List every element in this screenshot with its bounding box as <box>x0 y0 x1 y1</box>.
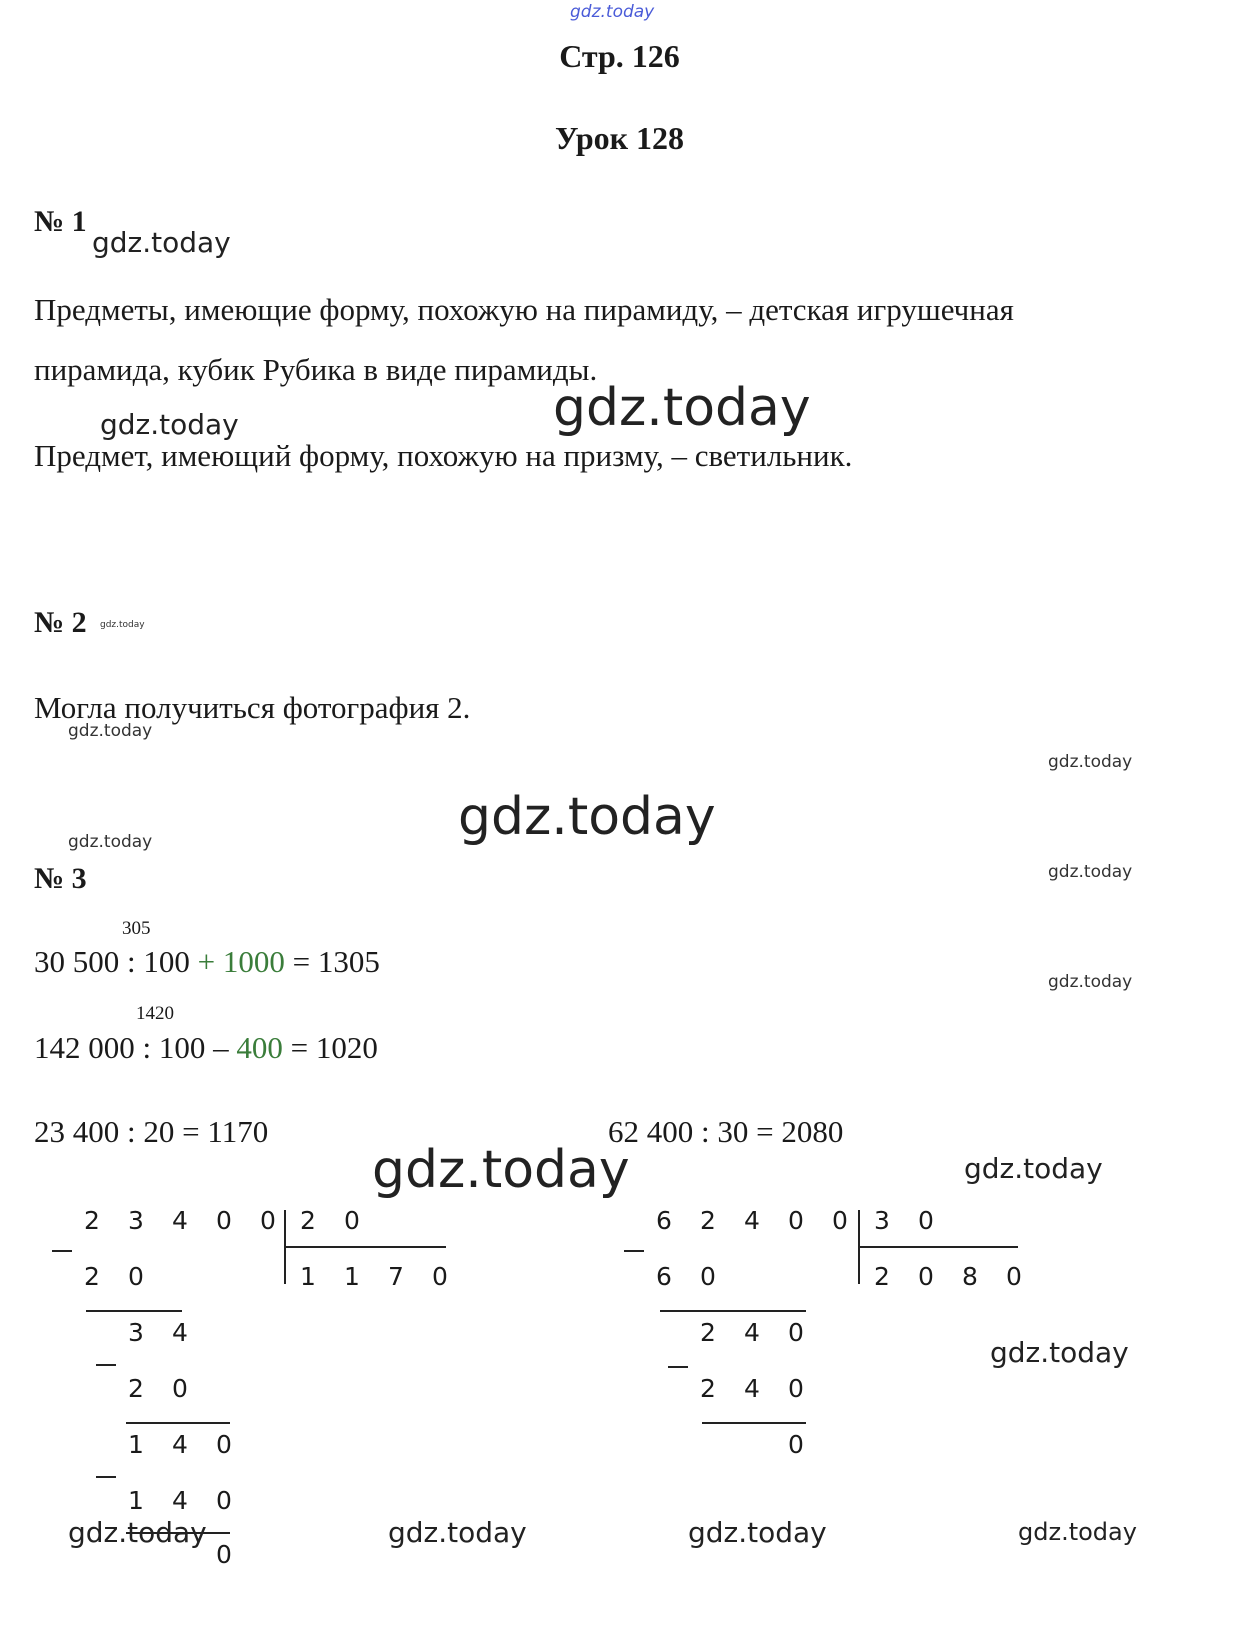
task1-line1: Предметы, имеющие форму, похожую на пирамиду, – детская игрушечная <box>34 292 1014 327</box>
div2-quotient-line <box>858 1246 1018 1248</box>
watermark: gdz.today <box>688 1516 827 1549</box>
task2-label: № 2 <box>34 606 87 639</box>
watermark: gdz.today <box>100 408 239 441</box>
page-number: Стр. 126 <box>559 38 680 74</box>
div2-step: 6 0 <box>656 1262 716 1291</box>
div1-quotient: 1 1 7 0 <box>300 1262 448 1291</box>
watermark: gdz.today <box>990 1336 1129 1369</box>
watermark: gdz.today <box>1018 1518 1137 1546</box>
div1-step: 1 4 0 <box>128 1430 232 1459</box>
expr1-note: 305 <box>122 918 151 939</box>
div1-quotient-line <box>284 1246 446 1248</box>
expr2-op: – <box>205 1030 237 1065</box>
div1-line <box>86 1310 182 1312</box>
minus-sign <box>96 1364 116 1366</box>
div1-step: 2 0 <box>128 1374 188 1403</box>
watermark: gdz.today <box>68 1516 207 1549</box>
watermark: gdz.today <box>1048 972 1133 992</box>
expr3: 23 400 : 20 = 1170 <box>34 1114 269 1149</box>
div2-divisor: 3 0 <box>874 1206 934 1235</box>
task3-label: № 3 <box>34 862 87 895</box>
div2-line <box>702 1422 806 1424</box>
watermark: gdz.today <box>100 620 145 630</box>
watermark: gdz.today <box>92 226 231 259</box>
minus-sign <box>52 1250 72 1252</box>
expr2-b: 400 <box>236 1030 283 1065</box>
div2-step: 2 4 0 <box>700 1374 804 1403</box>
task1-label: № 1 <box>34 205 87 238</box>
div2-dividend: 6 2 4 0 0 <box>656 1206 848 1235</box>
div1-step: 1 4 0 <box>128 1486 232 1515</box>
div1-step: 0 <box>216 1540 232 1569</box>
task1-line2: пирамида, кубик Рубика в виде пирамиды. <box>34 352 598 387</box>
expr1-result: = 1305 <box>284 944 380 979</box>
expr2 <box>34 1030 378 1066</box>
div1-line <box>126 1422 230 1424</box>
watermark: gdz.today <box>964 1152 1103 1185</box>
minus-sign <box>624 1250 644 1252</box>
div2-step: 0 <box>788 1430 804 1459</box>
div2-quotient: 2 0 8 0 <box>874 1262 1022 1291</box>
expr2-note: 1420 <box>136 1003 174 1024</box>
expr2-a: 142 000 : 100 <box>34 1030 206 1065</box>
expr1-op: + <box>189 944 223 979</box>
lesson-title: Урок 128 <box>554 120 685 156</box>
watermark: gdz.today <box>458 787 716 847</box>
div1-step: 3 4 <box>128 1318 188 1347</box>
expr1 <box>34 944 380 980</box>
watermark: gdz.today <box>68 721 153 741</box>
watermark: gdz.today <box>68 832 153 852</box>
watermark: gdz.today <box>1048 752 1133 772</box>
minus-sign <box>668 1366 688 1368</box>
div1-dividend: 2 3 4 0 0 <box>84 1206 276 1235</box>
watermark: gdz.today <box>372 1140 630 1200</box>
expr1-a: 30 500 : 100 <box>34 944 190 979</box>
div2-line <box>660 1310 806 1312</box>
task1-line3: Предмет, имеющий форму, похожую на призму, – светильник. <box>34 438 853 473</box>
expr2-result: = 1020 <box>282 1030 378 1065</box>
watermark: gdz.today <box>553 378 811 438</box>
task2-text: Могла получиться фотография 2. <box>34 690 471 725</box>
div2-step: 2 4 0 <box>700 1318 804 1347</box>
expr4: 62 400 : 30 = 2080 <box>608 1114 844 1149</box>
watermark: gdz.today <box>1048 862 1133 882</box>
minus-sign <box>96 1476 116 1478</box>
div1-divisor: 2 0 <box>300 1206 360 1235</box>
div1-step: 2 0 <box>84 1262 144 1291</box>
expr1-b: 1000 <box>222 944 285 979</box>
watermark-top: gdz.today <box>570 2 655 22</box>
watermark: gdz.today <box>388 1516 527 1549</box>
